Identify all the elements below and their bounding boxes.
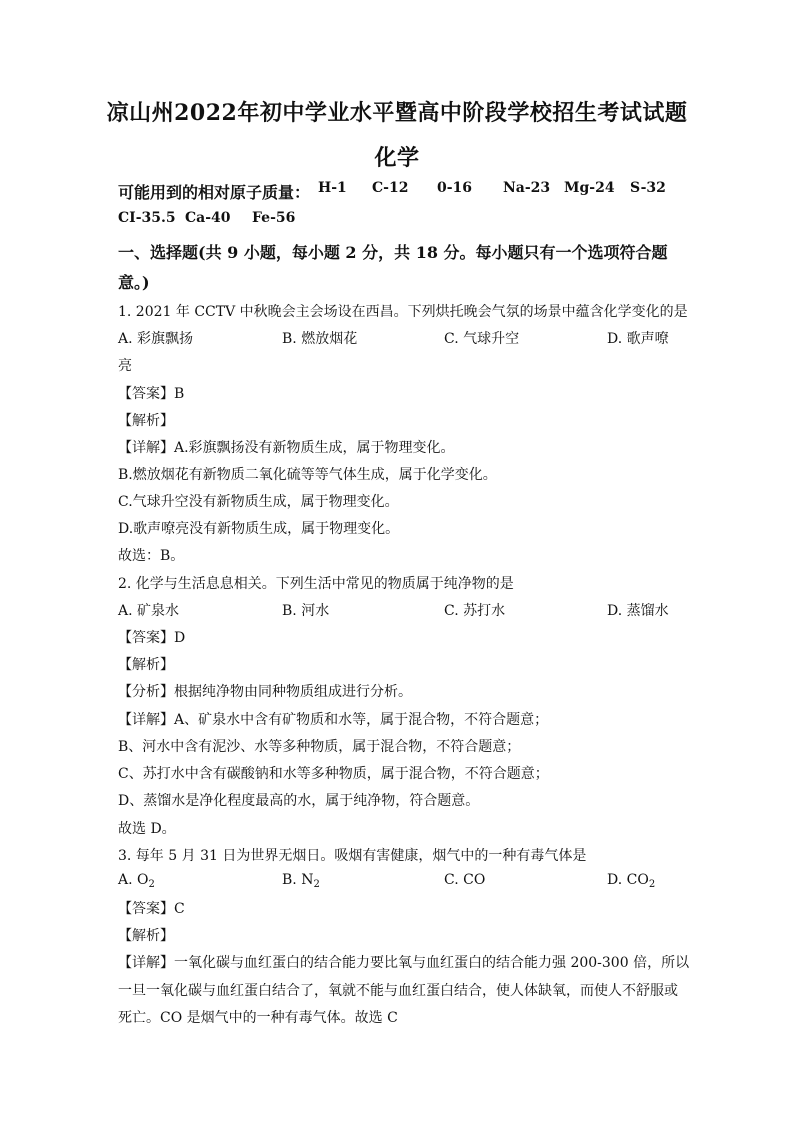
q3-answer: 【答案】C <box>118 901 185 917</box>
q1-analysis-label: 【解析】 <box>118 413 174 429</box>
q1-conclusion: 故选：B。 <box>118 548 185 564</box>
q1-answer: 【答案】B <box>118 386 185 402</box>
q2-detail-line: C、苏打水中含有碳酸钠和水等多种物质，属于混合物，不符合题意； <box>118 766 549 782</box>
q2-conclusion: 故选 D。 <box>118 821 176 837</box>
q3-option-a: A. $O_2$ <box>118 872 155 890</box>
q3-detail-line: 死亡。CO 是烟气中的一种有毒气体。故选 C <box>118 1010 398 1026</box>
q1-detail-line: D.歌声嘹亮没有新物质生成，属于物理变化。 <box>118 521 400 537</box>
q2-answer: 【答案】D <box>118 630 186 646</box>
q2-analysis-label: 【解析】 <box>118 657 174 673</box>
q2-detail-line: 【分析】根据纯净物由同种物质组成进行分析。 <box>118 684 412 700</box>
atomic-mass-item: Fe-56 <box>252 210 296 226</box>
atomic-mass-item: Mg-24 <box>564 180 615 196</box>
q2-detail-line: B、河水中含有泥沙、水等多种物质，属于混合物，不符合题意； <box>118 739 521 755</box>
q2-detail-line: 【详解】A、矿泉水中含有矿物质和水等，属于混合物，不符合题意； <box>118 712 549 728</box>
q3-option-b: B. $N_2$ <box>282 872 320 890</box>
section-header-wrap: 意。) <box>118 273 150 292</box>
question-1-stem: 1. 2021 年 CCTV 中秋晚会主会场设在西昌。下列烘托晚会气氛的场景中蕴含化学变化的是 <box>118 304 688 320</box>
q1-detail-line: 【详解】A.彩旗飘扬没有新物质生成，属于物理变化。 <box>118 440 455 456</box>
q1-option-wrap: 亮 <box>118 358 132 374</box>
atomic-mass-item: C-12 <box>372 180 409 196</box>
section-header: 一、选择题(共 9 小题，每小题 2 分，共 18 分。每小题只有一个选项符合题 <box>118 243 668 262</box>
question-2-stem: 2. 化学与生活息息相关。下列生活中常见的物质属于纯净物的是 <box>118 576 514 592</box>
atomic-mass-label: 可能用到的相对原子质量： <box>118 183 311 202</box>
atomic-mass-item: S-32 <box>630 180 666 196</box>
q3-option-c: C. CO <box>444 872 486 888</box>
q2-option-a: A. 矿泉水 <box>118 603 180 619</box>
atomic-mass-item: CI-35.5 <box>118 210 176 226</box>
q1-option-c: C. 气球升空 <box>444 331 520 347</box>
q3-detail-line: 一旦一氧化碳与血红蛋白结合了，氧就不能与血红蛋白结合，使人体缺氧，而使人不舒服或 <box>118 983 678 999</box>
atomic-mass-item: Ca-40 <box>185 210 231 226</box>
page-subtitle: 化学 <box>374 145 420 171</box>
q3-option-d: D. $CO_2$ <box>607 872 656 890</box>
q2-option-c: C. 苏打水 <box>444 603 506 619</box>
q3-analysis-label: 【解析】 <box>118 928 174 944</box>
page-title: 凉山州2022年初中学业水平暨高中阶段学校招生考试试题 <box>106 100 688 126</box>
q1-option-b: B. 燃放烟花 <box>282 331 358 347</box>
atomic-mass-item: Na-23 <box>503 180 551 196</box>
q1-option-d: D. 歌声嘹 <box>607 331 669 347</box>
q2-option-b: B. 河水 <box>282 603 330 619</box>
q2-option-d: D. 蒸馏水 <box>607 603 669 619</box>
question-3-stem: 3. 每年 5 月 31 日为世界无烟日。吸烟有害健康，烟气中的一种有毒气体是 <box>118 848 587 864</box>
q1-detail-line: B.燃放烟花有新物质二氧化硫等等气体生成，属于化学变化。 <box>118 467 497 483</box>
q3-detail-line: 【详解】一氧化碳与血红蛋白的结合能力要比氧与血红蛋白的结合能力强 200-300 倍，所以 <box>118 955 690 971</box>
q1-option-a: A. 彩旗飘扬 <box>118 331 194 347</box>
q1-detail-line: C.气球升空没有新物质生成，属于物理变化。 <box>118 494 399 510</box>
atomic-mass-item: H-1 <box>318 180 347 196</box>
q2-detail-line: D、蒸馏水是净化程度最高的水，属于纯净物，符合题意。 <box>118 793 480 809</box>
atomic-mass-item: 0-16 <box>437 180 473 196</box>
